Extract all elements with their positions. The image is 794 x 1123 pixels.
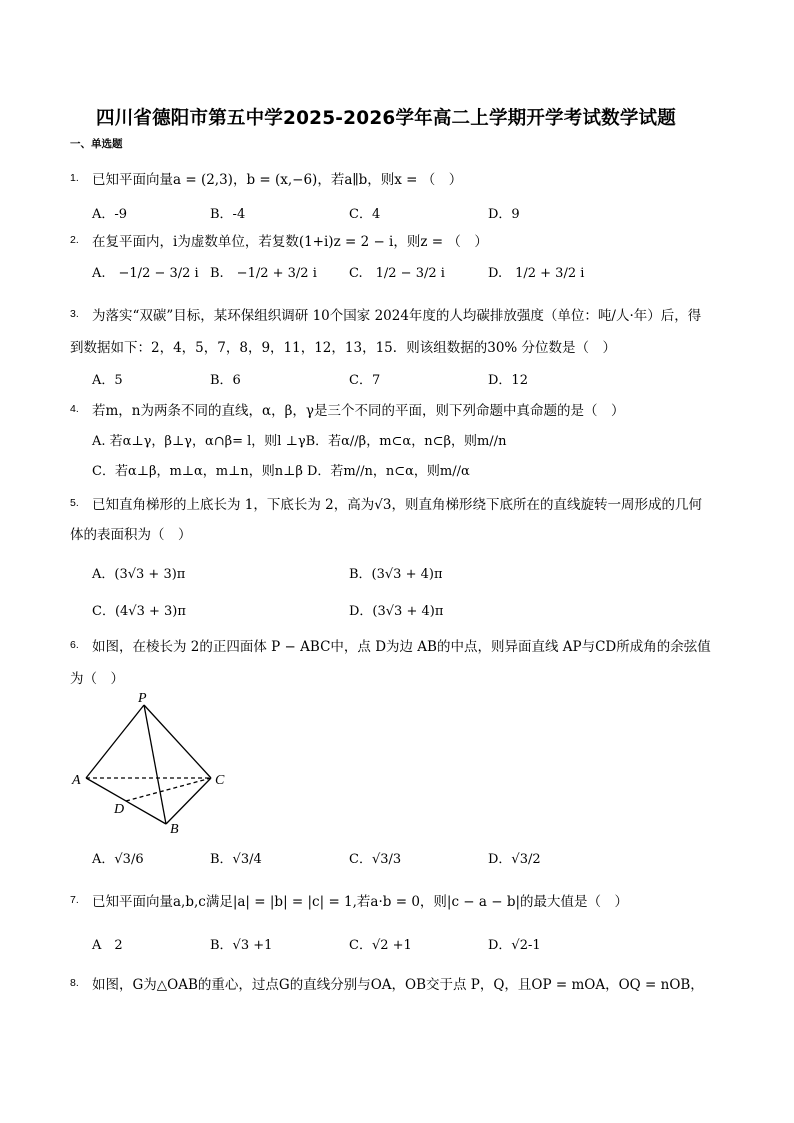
question-text-cont: 到数据如下：2，4，5，7，8，9，11，12，13，15．则该组数据的30% 分位数是（ ） (70, 340, 617, 356)
page-title: 四川省德阳市第五中学2025-2026学年高二上学期开学考试数学试题 (96, 108, 676, 129)
question-text: 若m，n为两条不同的直线，α，β，γ是三个不同的平面，则下列命题中真命题的是（ ） (92, 403, 625, 419)
question-text: 在复平面内，i为虚数单位，若复数(1+i)z = 2 − i，则z = （ ） (92, 234, 488, 250)
question-text: 如图，在棱长为 2的正四面体 P − ABC中，点 D为边 AB的中点，则异面直线 AP与CD所成角的余弦值 (92, 639, 711, 655)
question-text-cont: 为（ ） (70, 671, 124, 687)
label-c: C (215, 773, 225, 788)
question-number: 3. (70, 308, 79, 320)
option-b: B．√3/4 (210, 852, 262, 867)
option-d: D．12 (488, 373, 528, 388)
section-heading: 一、单选题 (70, 138, 123, 150)
option-a: A．-9 (92, 207, 128, 222)
option-a: A. −1/2 − 3/2 i (92, 266, 199, 281)
options-line: A. 若α⊥γ，β⊥γ，α∩β= l，则l ⊥γB．若α//β，m⊂α，n⊂β，则m//n (92, 434, 507, 449)
tetrahedron-figure (66, 690, 236, 840)
question-text: 已知平面向量a = (2,3)，b = (x,−6)，若a∥b，则x = （ ） (92, 172, 463, 188)
option-d: D. 1/2 + 3/2 i (488, 266, 585, 281)
option-c: C．(4√3 + 3)π (92, 604, 186, 619)
label-p: P (138, 691, 147, 706)
options-line: C．若α⊥β，m⊥α，m⊥n，则n⊥β D．若m//n，n⊂α，则m//α (92, 464, 470, 479)
edge-pc (144, 705, 211, 778)
question-text-cont: 体的表面积为（ ） (70, 527, 192, 543)
question-text: 已知直角梯形的上底长为 1，下底长为 2，高为√3，则直角梯形绕下底所在的直线旋转一周形成的几何 (92, 497, 702, 513)
question-text: 为落实“双碳”目标，某环保组织调研 10个国家 2024年度的人均碳排放强度（单位：吨/人·年）后，得 (92, 308, 702, 324)
option-c: C．7 (349, 373, 381, 388)
edge-pb (144, 705, 166, 824)
option-b: B．6 (210, 373, 241, 388)
edge-pa (86, 705, 144, 778)
question-number: 7. (70, 894, 79, 906)
option-c: C. 1/2 − 3/2 i (349, 266, 445, 281)
question-number: 1. (70, 172, 79, 184)
option-b: B．-4 (210, 207, 246, 222)
segment-cd-hidden (126, 778, 211, 801)
option-c: C．4 (349, 207, 381, 222)
option-c: C．√2 +1 (349, 938, 412, 953)
option-b: B．(3√3 + 4)π (349, 567, 443, 582)
edge-cb (166, 778, 211, 824)
question-number: 6. (70, 639, 79, 651)
option-a: A．√3/6 (92, 852, 144, 867)
option-d: D．√2-1 (488, 938, 541, 953)
option-c: C．√3/3 (349, 852, 402, 867)
question-number: 5. (70, 497, 79, 509)
option-b: B. −1/2 + 3/2 i (210, 266, 317, 281)
option-a: A．(3√3 + 3)π (92, 567, 186, 582)
option-a: A．5 (92, 373, 123, 388)
question-text: 如图，G为△OAB的重心，过点G的直线分别与OA，OB交于点 P，Q，且OP = mOA，OQ = nOB， (92, 977, 704, 993)
option-b: B．√3 +1 (210, 938, 273, 953)
option-d: D．(3√3 + 4)π (349, 604, 444, 619)
label-b: B (170, 822, 179, 837)
question-text: 已知平面向量a,b,c满足|a| = |b| = |c| = 1,若a·b = 0，则|c − a − b|的最大值是（ ） (92, 894, 629, 910)
label-d: D (114, 802, 125, 817)
question-number: 2. (70, 234, 79, 246)
option-d: D．9 (488, 207, 520, 222)
label-a: A (72, 773, 81, 788)
option-d: D．√3/2 (488, 852, 541, 867)
question-number: 4. (70, 403, 79, 415)
question-number: 8. (70, 977, 79, 989)
option-a: A 2 (92, 938, 123, 953)
